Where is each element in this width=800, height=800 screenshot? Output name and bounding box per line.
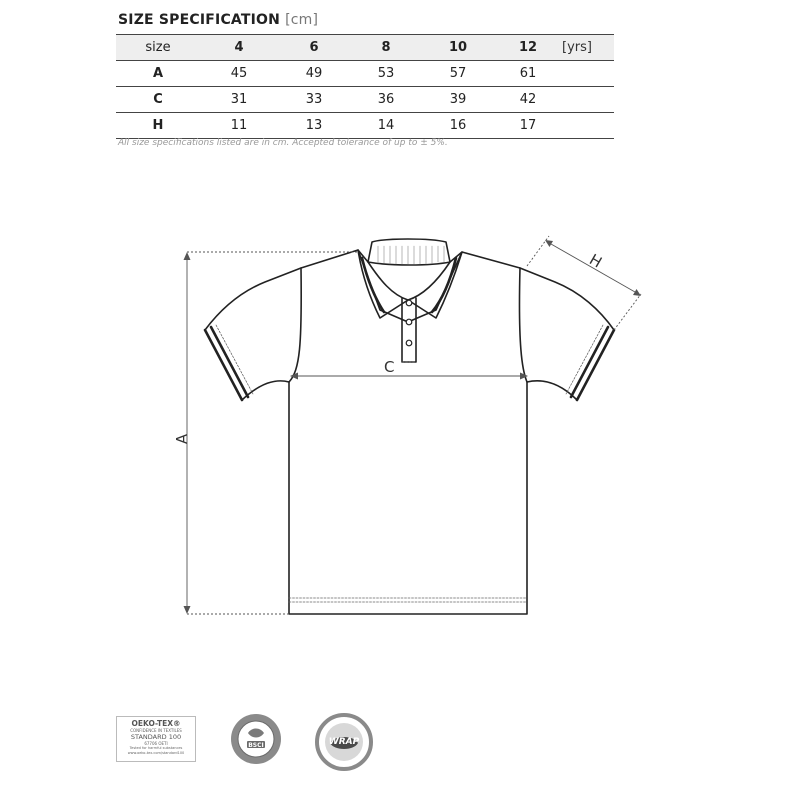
table-cell: 33 — [278, 87, 350, 113]
table-cell: 16 — [422, 113, 494, 139]
collar-rib — [378, 246, 444, 264]
header-label: size — [116, 35, 200, 61]
tolerance-note: All size specifications listed are in cm. Accepted tolerance of up to ± 5%. — [118, 138, 448, 148]
dim-label-a: A — [173, 433, 192, 445]
oeko-code: 67706 OETI — [144, 741, 168, 746]
dim-arrow-icon — [545, 240, 553, 247]
left-sleeve — [205, 268, 301, 400]
row-label: A — [116, 61, 200, 87]
oeko-tested: Tested for harmful substances — [129, 746, 183, 750]
table-cell: 39 — [422, 87, 494, 113]
header-size: 8 — [350, 35, 422, 61]
button-icon — [406, 340, 412, 346]
table-cell: 42 — [494, 87, 562, 113]
collar-left — [358, 250, 408, 318]
bsci-seal-icon — [230, 713, 282, 765]
row-label: H — [116, 113, 200, 139]
dim-label-c: C — [384, 358, 395, 376]
table-cell: 11 — [200, 113, 278, 139]
bsci-logo — [230, 713, 282, 765]
table-cell: 14 — [350, 113, 422, 139]
table-cell: 53 — [350, 61, 422, 87]
table-cell: 49 — [278, 61, 350, 87]
oeko-url: www.oeko-tex.com/standard100 — [127, 750, 185, 755]
dim-arrow-icon — [184, 606, 191, 614]
header-size: 10 — [422, 35, 494, 61]
table-cell: 57 — [422, 61, 494, 87]
right-sleeve — [520, 268, 614, 400]
dim-label-h: H — [586, 250, 606, 272]
header-size: 12 — [494, 35, 562, 61]
dim-h-guide — [614, 294, 641, 330]
button-icon — [406, 319, 412, 325]
oeko-tex-logo — [116, 716, 196, 762]
dim-arrow-icon — [184, 252, 191, 260]
button-icon — [406, 300, 412, 306]
wrap-logo — [312, 713, 376, 771]
wrap-label: WRAP — [328, 737, 360, 747]
left-cuff-band — [205, 327, 248, 400]
header-size: 4 — [200, 35, 278, 61]
title-text: SIZE SPECIFICATION — [118, 12, 281, 28]
header-size: 6 — [278, 35, 350, 61]
row-label: C — [116, 87, 200, 113]
oeko-brand: OEKO-TEX® — [131, 719, 181, 728]
placket — [402, 298, 416, 362]
bsci-label: BSCI — [248, 742, 264, 749]
dim-arrow-icon — [633, 289, 641, 296]
right-cuff-band — [571, 327, 614, 400]
table-cell: 17 — [494, 113, 562, 139]
oeko-standard: STANDARD 100 — [130, 733, 182, 741]
title-unit: [cm] — [285, 12, 319, 28]
table-cell: 31 — [200, 87, 278, 113]
table-cell: 61 — [494, 61, 562, 87]
oeko-sub: CONFIDENCE IN TEXTILES — [130, 728, 182, 733]
table-cell: 36 — [350, 87, 422, 113]
header-unit: [yrs] — [562, 35, 614, 61]
table-cell: 45 — [200, 61, 278, 87]
table-cell: 13 — [278, 113, 350, 139]
